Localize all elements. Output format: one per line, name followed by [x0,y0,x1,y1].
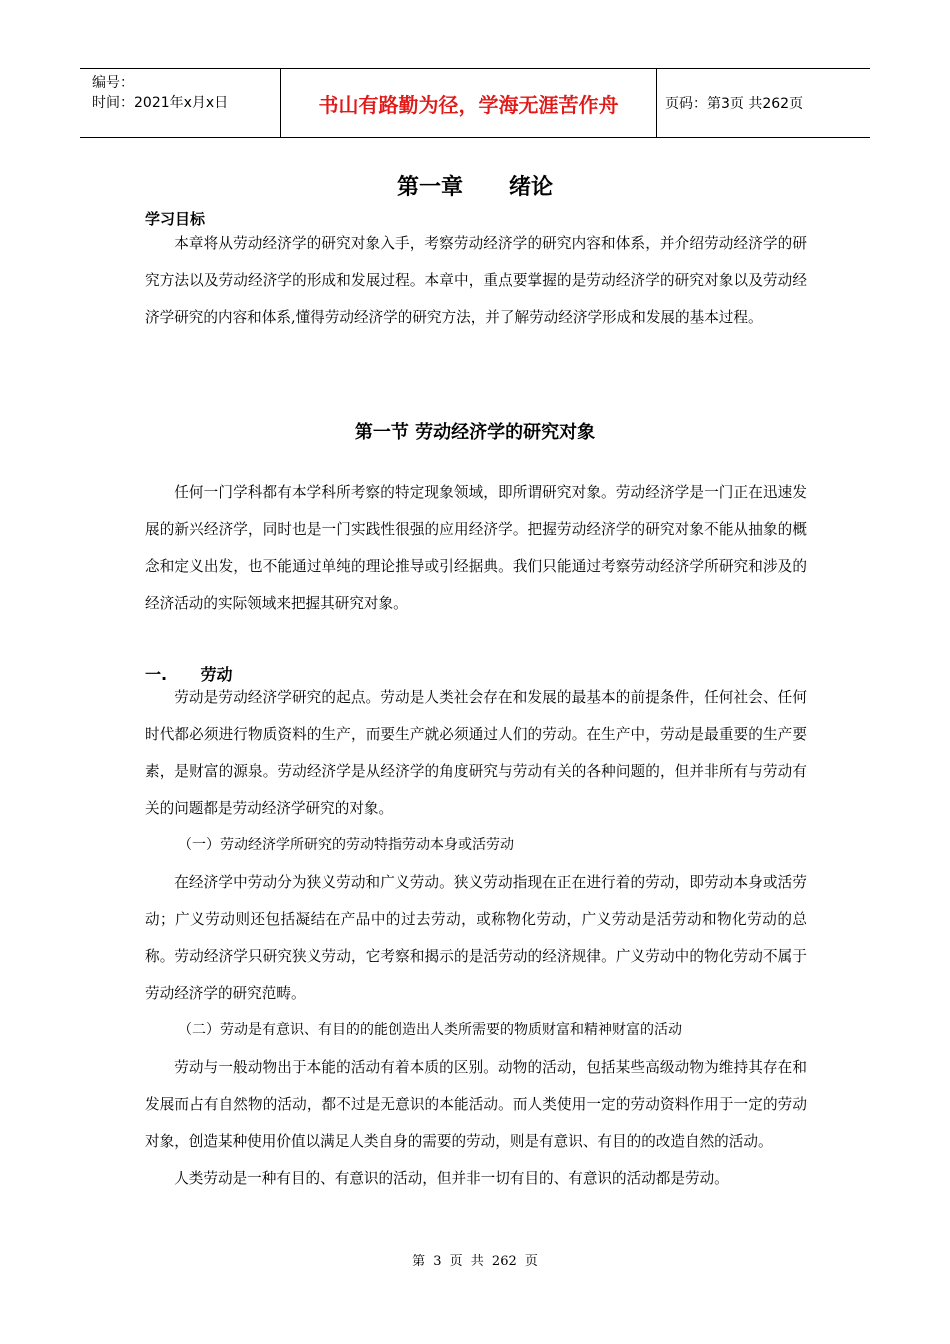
header-motto: 书山有路勤为径，学海无涯苦作舟 [280,69,657,137]
learning-goal-block [145,208,807,336]
section-title: 第一节 劳动经济学的研究对象 [354,422,596,443]
learning-goal-heading: 学习目标 [145,210,206,228]
part-one-paragraph-1: 劳动是劳动经济学研究的起点。劳动是人类社会存在和发展的最基本的前提条件，任何社会、任何时代都必须进行物质资料的生产，而要生产就必须通过人们的劳动。在生产中，劳动是最重要的生产要素，是财富的源泉。劳动经济学是从经济学的角度研究与劳动有关的各种问题的，但并非所有与劳动有关的问题都是劳动经济学研究的对象。 [145,689,807,817]
part-one-paragraph-4: 人类劳动是一种有目的、有意识的活动，但并非一切有目的、有意识的活动都是劳动。 [174,1170,729,1187]
chapter-title: 第一章 绪论 [397,175,553,200]
part-one-subheading-2: （二）劳动是有意识、有目的的能创造出人类所需要的物质财富和精神财富的活动 [178,1022,682,1038]
part-one-heading: 一. 劳动 [145,665,233,684]
page-footer: 第 3 页 共 262 页 [412,1254,538,1269]
header-meta [80,69,280,137]
header-date: 时间：2021年x月x日 [92,95,229,111]
part-one-paragraph-2: 在经济学中劳动分为狭义劳动和广义劳动。狭义劳动指现在正在进行着的劳动，即劳动本身或活劳动；广义劳动则还包括凝结在产品中的过去劳动，或称物化劳动，广义劳动是活劳动和物化劳动的总称。劳动经济学只研究狭义劳动，它考察和揭示的是活劳动的经济规律。广义劳动中的物化劳动不属于劳动经济学的研究范畴。 [145,874,807,1002]
section-intro-block [145,474,807,622]
part-one-paragraph-3: 劳动与一般动物出于本能的活动有着本质的区别。动物的活动，包括某些高级动物为维持其存在和发展而占有自然物的活动，都不过是无意识的本能活动。而人类使用一定的劳动资料作用于一定的劳动对象，创造某种使用价值以满足人类自身的需要的劳动，则是有意识、有目的的改造自然的活动。 [145,1059,807,1150]
part-one-block [145,662,807,1197]
learning-goal-text: 本章将从劳动经济学的研究对象入手，考察劳动经济学的研究内容和体系，并介绍劳动经济学的研究方法以及劳动经济学的形成和发展过程。本章中，重点要掌握的是劳动经济学的研究对象以及劳动经济学研究的内容和体系,懂得劳动经济学的研究方法，并了解劳动经济学形成和发展的基本过程。 [145,235,807,326]
section-intro-text: 任何一门学科都有本学科所考察的特定现象领域，即所谓研究对象。劳动经济学是一门正在迅速发展的新兴经济学，同时也是一门实践性很强的应用经济学。把握劳动经济学的研究对象不能从抽象的概念和定义出发，也不能通过单纯的理论推导或引经据典。我们只能通过考察劳动经济学所研究和涉及的经济活动的实际领域来把握其研究对象。 [145,484,807,612]
page-header [80,68,870,138]
header-number: 编号： [92,75,134,91]
part-one-subheading-1: （一）劳动经济学所研究的劳动特指劳动本身或活劳动 [178,837,514,853]
header-page-info: 页码：第3页 共262页 [665,96,804,112]
